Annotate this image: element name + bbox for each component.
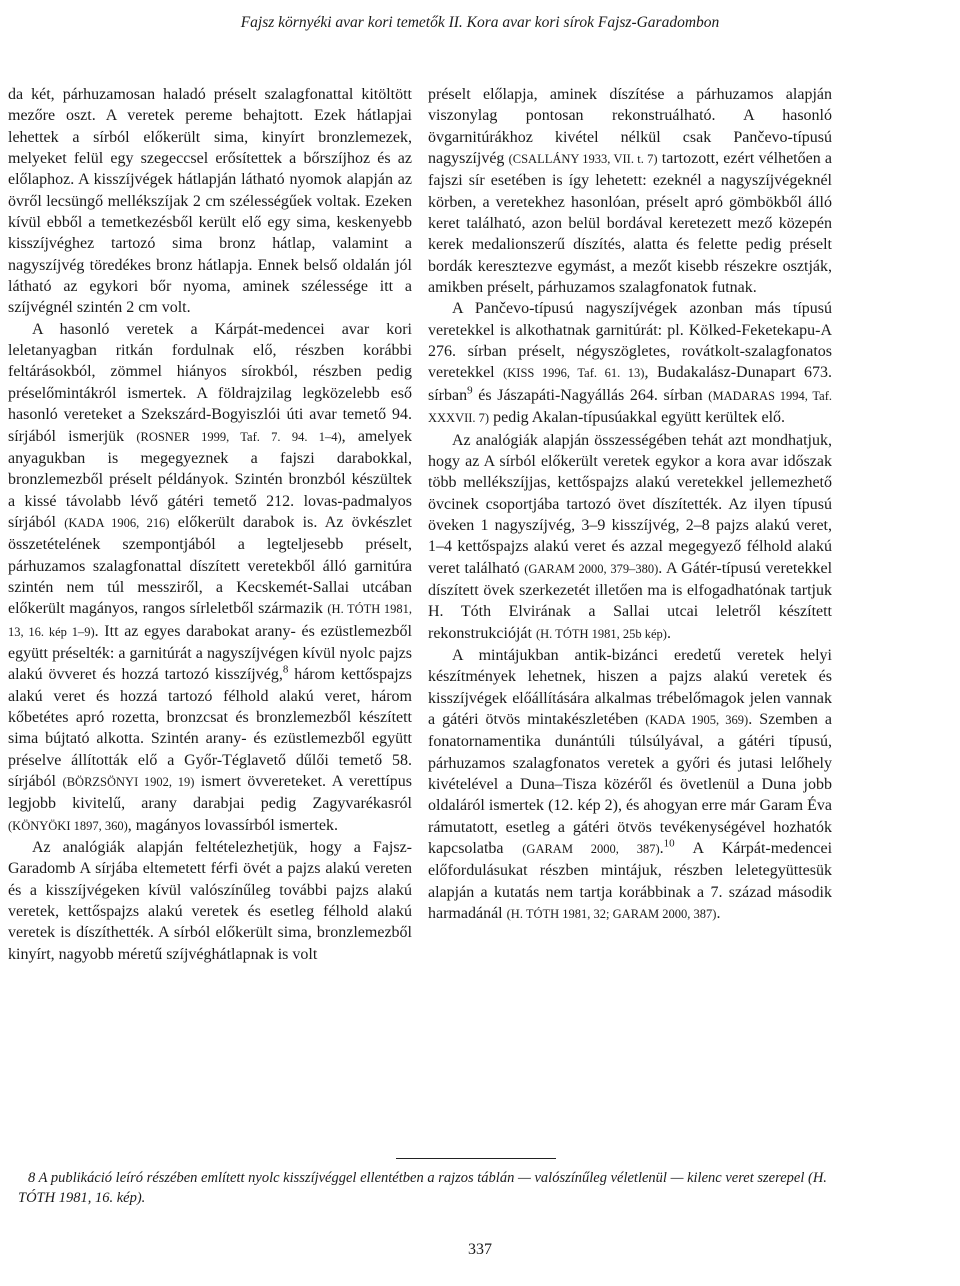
paragraph	[428, 645, 832, 925]
text-span: A hasonló veretek a Kárpát-medencei avar kori leletanyagban ritkán fordulnak elő, részben korábbi feltárásokból, zömmel hiányos sírokból, részben pedig préselőmintákról ismertek. A földrajzilag legközelebb eső hasonló vereteket a Szekszárd-Bogyiszlói úti avar temető 94. sírjából ismerjük	[8, 320, 412, 445]
footnote: 8 A publikáció leíró részében említett nyolc kisszíjvéggel ellentétben a rajzos táblán — valószínűleg véletlenül — kilenc veret szerepel (H. TÓTH 1981, 16. kép).	[18, 1170, 827, 1206]
footnote-ref: 8	[282, 663, 289, 676]
citation: (MADARAS 1994, Taf. XXXVII. 7)	[428, 388, 832, 426]
right-column	[428, 84, 832, 925]
text-span: és Jászapáti-Nagyállás 264. sírban	[472, 386, 703, 404]
text-span: Az analógiák alapján összességében tehát azt mondhatjuk, hogy az A sírból előkerült veretek egykor a kora avar időszak több mellékszíjjas, kettőspajzs alakú veretekkel jellemezhető övcinek csoportjába tartozó övet díszítették. Az ilyen típusú öveken 1 nagyszíjvég, 3–9 kisszíjvég, 2–8 pajzs alakú veret, 1–4 kettőspajzs alakú veret és azzal megegyező félhold alakú veret található	[428, 431, 832, 577]
text-span: , amelyek anyagukban is megegyeznek a fajszi darabokkal, bronzlemezből préselt példányok. Szintén bronzból készültek a kissé távolabb lévő gátéri temető 212. lovas-padmalyos sírjából	[8, 427, 413, 531]
citation: (H. TÓTH 1981, 25b kép)	[535, 626, 667, 641]
citation: (KÖNYÖKI 1897, 360)	[8, 818, 128, 833]
paragraph	[428, 430, 832, 645]
footnote-ref: 9	[467, 384, 473, 397]
citation: (BÖRZSÖNYI 1902, 19)	[62, 775, 195, 789]
text-span: préselt előlapja, aminek díszítése a párhuzamos alapján viszonylag pontosan rekonstruálható. A hasonló övgarnitúrákhoz kivétel nélkül csak Pančevo-típusú nagyszíjvég	[428, 86, 832, 168]
text-span: . Szemben a fonatornamentika dunántúli túlsúlyával, a gátéri típusú, párhuzamos szalagfonatos veretek a győri és jutasi lelőhely kivételével a Duna–Tisza közéről és övetlenül a Duna jobb oldaláról ismertek (12. kép 2), és ahogyan erre már Garam Éva rámutatott, esetleg a gátéri ötvös tevékenységével hozhatók kapcsolatba	[428, 710, 833, 858]
text-span: pedig Akalan-típusúakkal együtt kerültek elő.	[489, 409, 786, 427]
text-span: három kettőspajzs alakú veret és hozzá tartozó félhold alakú veret, három kőbetétes apró rozetta, bronzcsat és bronzlemezből készített sima bújtató alkotta. Szintén arany- és ezüstlemezből együtt préselve állították elő a Győr-Téglavető dűlői temető 58. sírjából	[8, 666, 413, 790]
text-span: A Kárpát-medencei előfordulásukat részben mintájuk, részben leletegyüttesük alapján a kutatás nem tartja korábbinak a 7. század második harmadánál	[428, 840, 833, 923]
text-span: .	[659, 840, 664, 858]
left-column	[8, 84, 412, 965]
text-span: tartozott, ezért vélhetően a fajszi sír esetében is így lehetett: ezeknél a nagyszíjvégeknél körben, a veretekhez hasonlóan, préselt apró gömbökből álló keret található, azon belül bordával keretezett mező közepén kerek medalionszerű díszítés, alatta és felette pedig préselt bordák keresztezve egymást, a mezőt kisebb részekre osztják, amikben préselt, párhuzamos szalagfonatok futnak.	[428, 150, 833, 297]
citation: (GARAM 2000, 379–380)	[524, 561, 659, 576]
citation: (H. TÓTH 1981, 32; GARAM 2000, 387)	[506, 907, 717, 922]
paragraph	[8, 319, 412, 837]
paragraph: Az analógiák alapján feltételezhetjük, hogy a Fajsz-Garadomb A sírjába eltemetett férfi övét a pajzs alakú vereten és a kisszíjvégeken kívül valószínűleg további pajzs alakú veretek, kettőspajzs alakú veretek és esetleg félhold alakú veretek is díszíthették. A sírból előkerült sima, bronzlemezből kinyírt, nagyobb méretű szíjvéghátlapnak is volt	[8, 839, 412, 963]
citation: (GARAM 2000, 387)	[522, 842, 660, 857]
text-span: .	[666, 624, 671, 642]
text-span: . A Gátér-típusú veretekkel díszített övek szerkezetét illetően ma is elfogadhatónak tartjuk H. Tóth Elvirának a Sallai utcai leletről készített rekonstrukcióját	[428, 559, 833, 642]
paragraph	[428, 84, 832, 298]
citation: (KADA 1905, 369)	[645, 712, 749, 727]
text-span: A mintájukban antik-bizánci eredetű veretek helyi készítmények lehetnek, hiszen a pajzs alakú veretek és kisszíjvégek előállítására alkalmas trébelőmagok jelen vannak a gátéri ötvös mintakészletében	[428, 646, 832, 728]
citation: (H. TÓTH 1981, 13, 16. kép 1–9)	[8, 602, 413, 639]
footnote-ref: 10	[663, 837, 675, 850]
footnote-divider	[396, 1158, 556, 1159]
text-span: .	[716, 905, 721, 923]
text-span: ismert övvereteket. A verettípus legjobb kivitelű, arany darabjai pedig Zagyvarékasról	[8, 773, 413, 813]
text-span: , magányos lovassírból ismertek.	[127, 816, 338, 834]
citation: (ROSNER 1999, Taf. 7. 94. 1–4)	[136, 429, 342, 444]
paragraph: da két, párhuzamosan haladó préselt szalagfonattal kitöltött mezőre oszt. A veretek pereme behajtott. Ezek hátlapjai lehettek a sírból előkerült sima, kinyírt bronzlemezek, melyeket felül egy szegeccsel erősítettek a bőrszíjhoz és az előlaphoz. A kisszíjvégek hátlapján látható nyomok alapján az övről lecsüngő mellékszíjak 2 cm szélességűek voltak. Ezeken kívül ebből a temetkezésből került elő egy sima, keskenyebb kisszíjvéghez tartozó sima bronz hátlap, valamint a nagyszíjvég töredékes bronz hátlapja. Ennek belső oldalán jól látható az egykori bőr nyoma, aminek szélessége itt a szíjvégnél szintén 2 cm volt.	[8, 86, 412, 317]
paragraph	[428, 298, 832, 429]
text-span: , Budakalász-Dunapart 673. sírban	[428, 364, 833, 404]
citation: (CSALLÁNY 1933, VII. t. 7)	[508, 152, 658, 167]
text-span: . Itt az egyes darabokat arany- és ezüstlemezből együtt préselték: a garnitúrát a nagyszíjvégen kívül nyolc pajzs alakú övveret és hozzá tartozó kisszíjvég,	[8, 622, 412, 684]
text-span: előkerült darabok is. Az övkészlet összetételének szempontjából a legteljesebb préselt, párhuzamos szalagfonattal díszített veretekből álló garnitúra szintén nem túl messziről, a Kecskemét-Sallai utcában előkerült magányos, rangos sírleletből származik	[8, 513, 413, 618]
page-number: 337	[468, 1241, 492, 1258]
running-header: Fajsz környéki avar kori temetők II. Kora avar kori sírok Fajsz-Garadombon	[240, 14, 720, 31]
citation: (KADA 1906, 216)	[64, 515, 170, 530]
citation: (KISS 1996, Taf. 61. 13)	[503, 366, 645, 381]
text-span: A Pančevo-típusú nagyszíjvégek azonban más típusú veretekkel is alkothatnak garnitúrát: pl. Kölked-Feketekapu-A 276. sírban préselt, négyszögletes, rovátkolt-szalagfonatos veretekkel	[428, 300, 832, 382]
